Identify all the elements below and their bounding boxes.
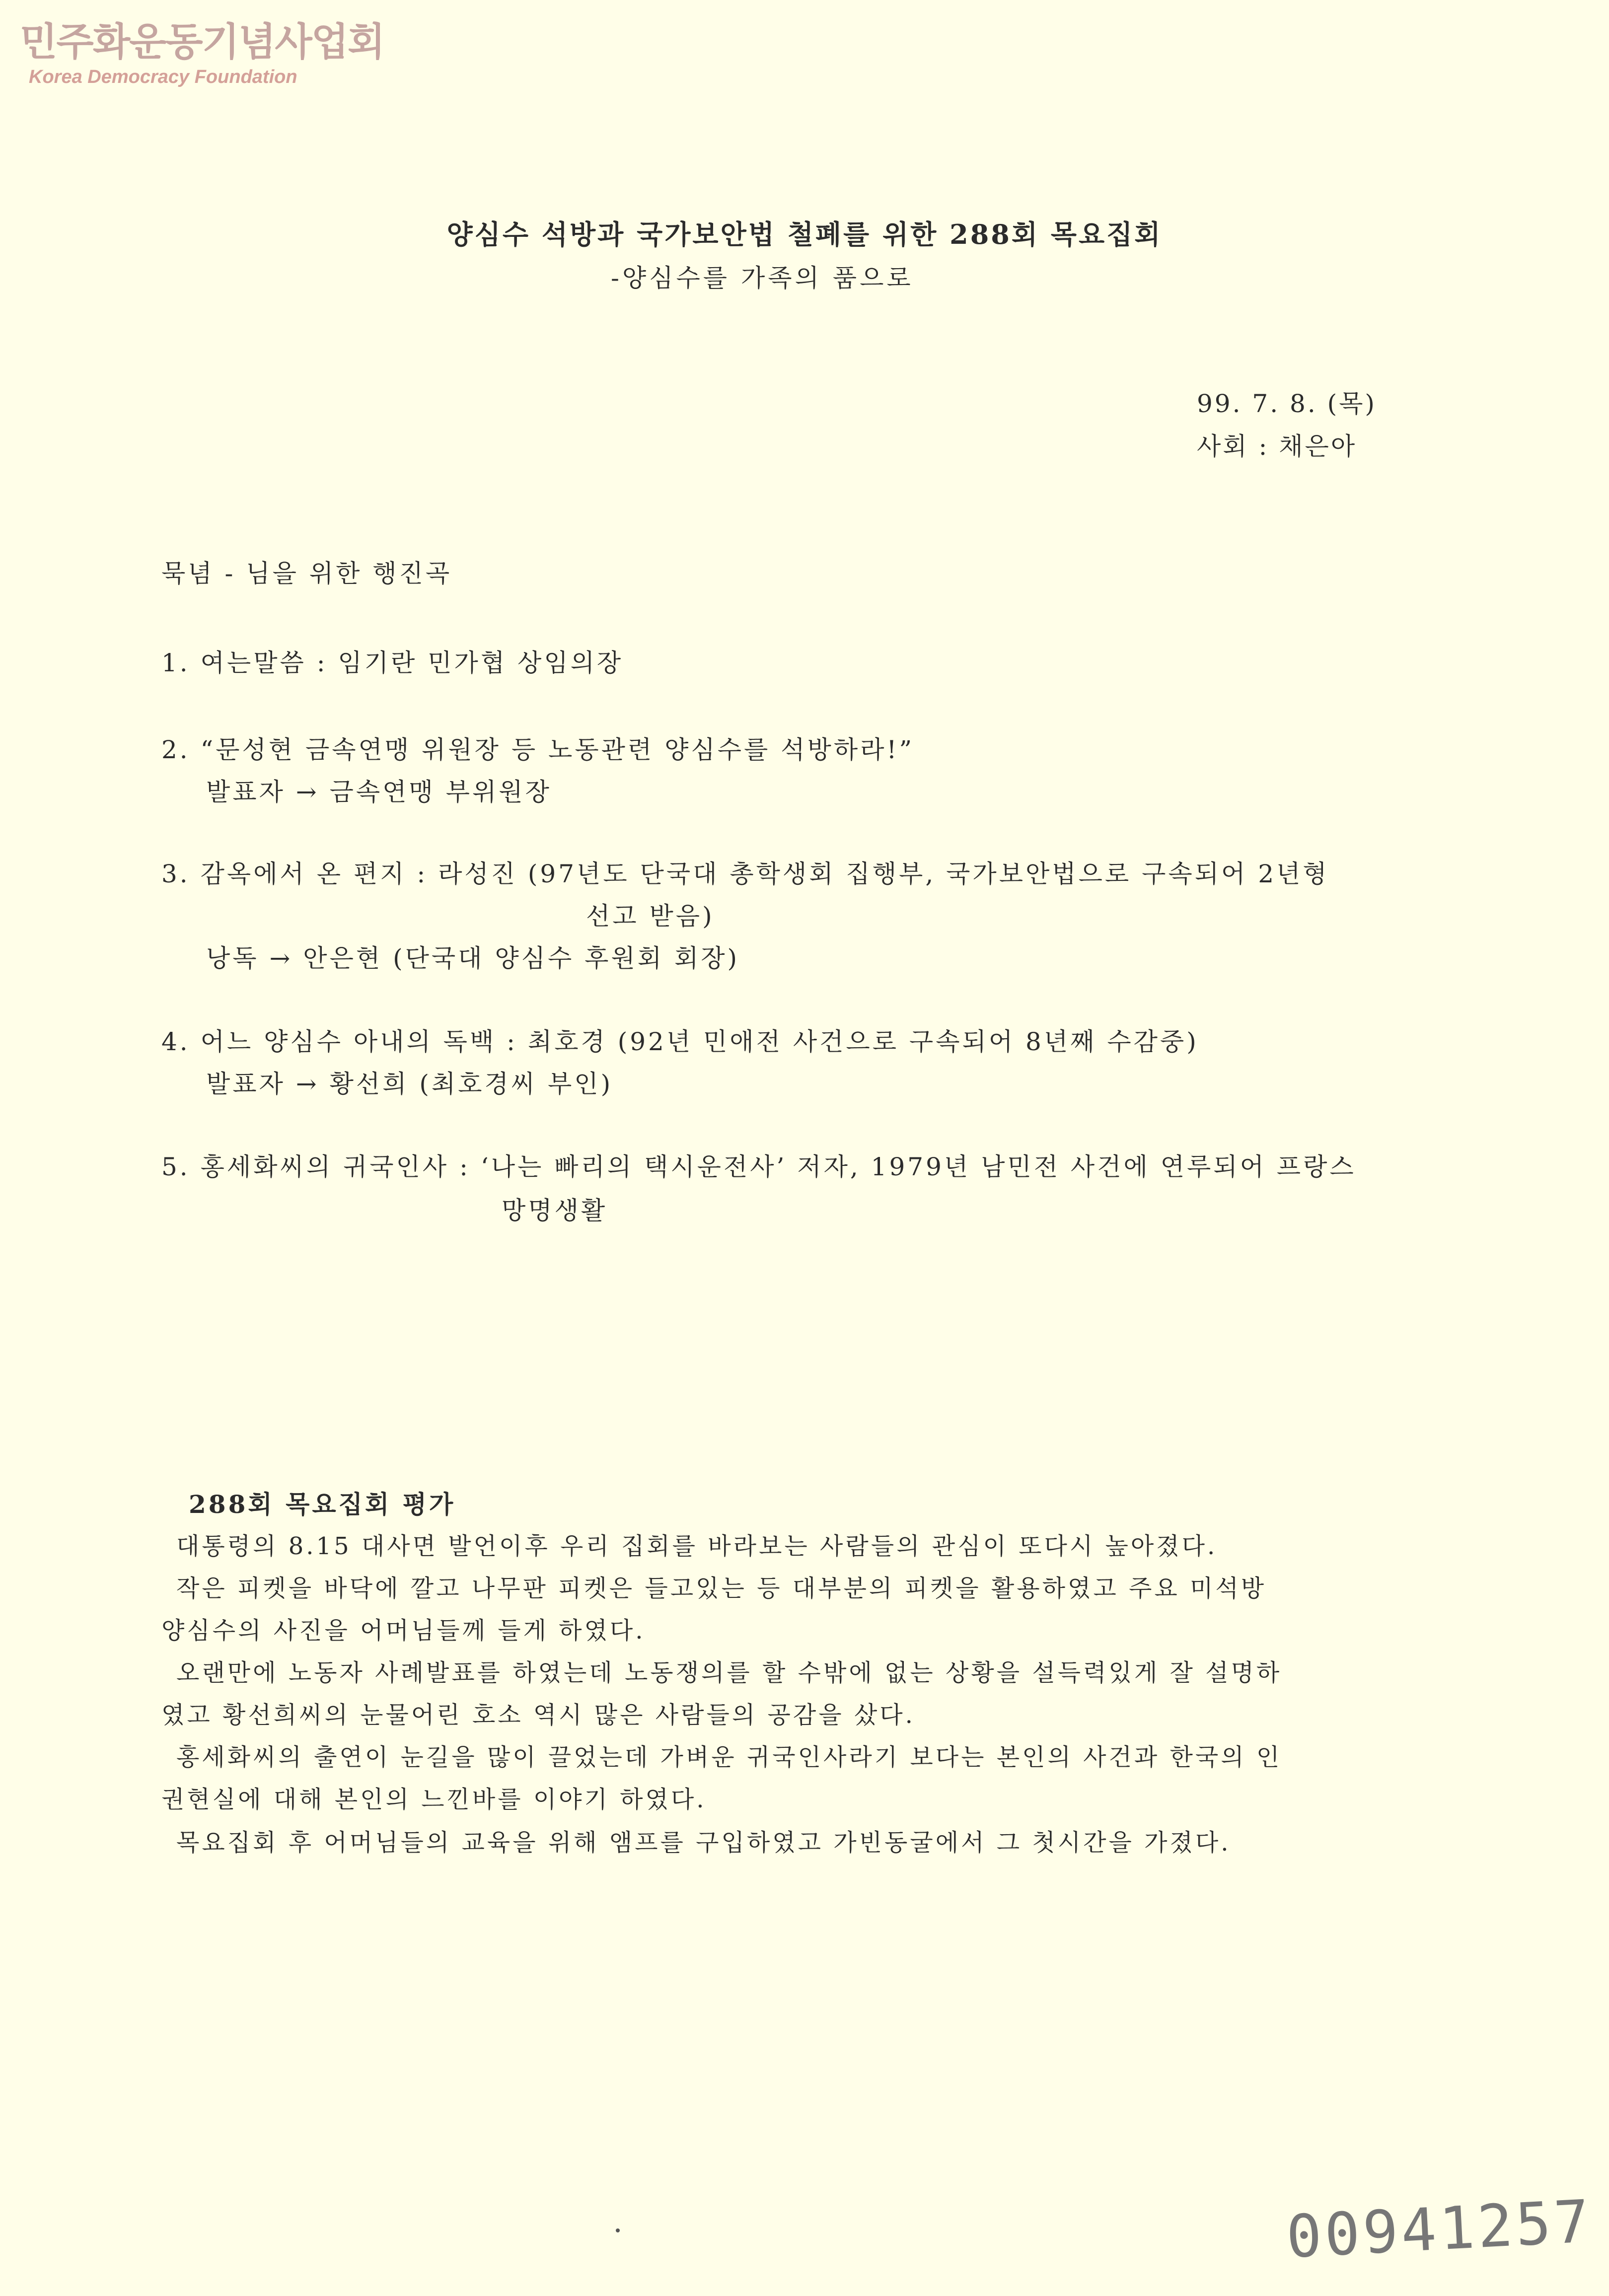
program-item-1: 1. 여는말씀 : 임기란 민가협 상임의장 <box>161 648 624 677</box>
evaluation-line: 대통령의 8.15 대사면 발언이후 우리 집회를 바라보는 사람들의 관심이 또다시 높아졌다. <box>176 1532 1218 1560</box>
meeting-host: 사회 : 채은아 <box>1197 432 1357 461</box>
evaluation-line: 작은 피켓을 바닥에 깔고 나무판 피켓은 들고있는 등 대부분의 피켓을 활용하였고 주요 미석방 <box>176 1575 1267 1602</box>
foundation-watermark-logo <box>20 20 384 88</box>
meeting-date: 99. 7. 8. (목) <box>1197 389 1377 418</box>
evaluation-line: 목요집회 후 어머님들의 교육을 위해 앰프를 구입하였고 가빈동굴에서 그 첫시간을 가졌다. <box>176 1829 1231 1857</box>
evaluation-line: 였고 황선희씨의 눈물어린 호소 역시 많은 사람들의 공감을 샀다. <box>161 1701 915 1729</box>
program-intro: 묵념 - 님을 위한 행진곡 <box>161 559 452 588</box>
scan-speck <box>616 2228 620 2232</box>
program-item-4-presenter: 발표자 → 황선희 (최호경씨 부인) <box>206 1070 613 1098</box>
program-item-2: 2. “문성현 금속연맹 위원장 등 노동관련 양심수를 석방하라!” <box>161 735 915 764</box>
program-item-2-presenter: 발표자 → 금속연맹 부위원장 <box>206 778 552 806</box>
program-item-3-reader: 낭독 → 안은현 (단국대 양심수 후원회 회장) <box>206 944 740 973</box>
evaluation-line: 권현실에 대해 본인의 느낀바를 이야기 하였다. <box>161 1786 707 1813</box>
program-item-5: 5. 홍세화씨의 귀국인사 : ‘나는 빠리의 택시운전사’ 저자, 1979년 남민전 사건에 연루되어 프랑스 <box>161 1152 1356 1181</box>
logo-english-text: Korea Democracy Foundation <box>29 67 297 87</box>
evaluation-line: 양심수의 사진을 어머님들께 들게 하였다. <box>161 1617 646 1645</box>
document-subtitle: -양심수를 가족의 품으로 <box>611 264 914 292</box>
program-item-3: 3. 감옥에서 온 편지 : 라성진 (97년도 단국대 총학생회 집행부, 국가보안법으로 구속되어 2년형 <box>161 860 1329 888</box>
evaluation-title: 288회 목요집회 평가 <box>189 1490 456 1519</box>
document-title: 양심수 석방과 국가보안법 철폐를 위한 288회 목요집회 <box>446 218 1163 250</box>
evaluation-line: 홍세화씨의 출연이 눈길을 많이 끌었는데 가벼운 귀국인사라기 보다는 본인의 사건과 한국의 인 <box>176 1743 1282 1771</box>
meeting-meta <box>1197 382 1377 468</box>
program-item-3-continued: 선고 받음) <box>586 902 715 931</box>
program-item-5-continued: 망명생활 <box>502 1196 608 1225</box>
handwritten-document-number: 00941257 <box>1284 2186 1594 2272</box>
evaluation-line: 오랜만에 노동자 사례발표를 하였는데 노동쟁의를 할 수밖에 없는 상황을 설득력있게 잘 설명하 <box>176 1659 1282 1687</box>
logo-korean-text: 민주화운동기념사업회 <box>20 20 384 65</box>
program-item-4: 4. 어느 양심수 아내의 독백 : 최호경 (92년 민애전 사건으로 구속되어 8년째 수감중) <box>161 1027 1199 1056</box>
